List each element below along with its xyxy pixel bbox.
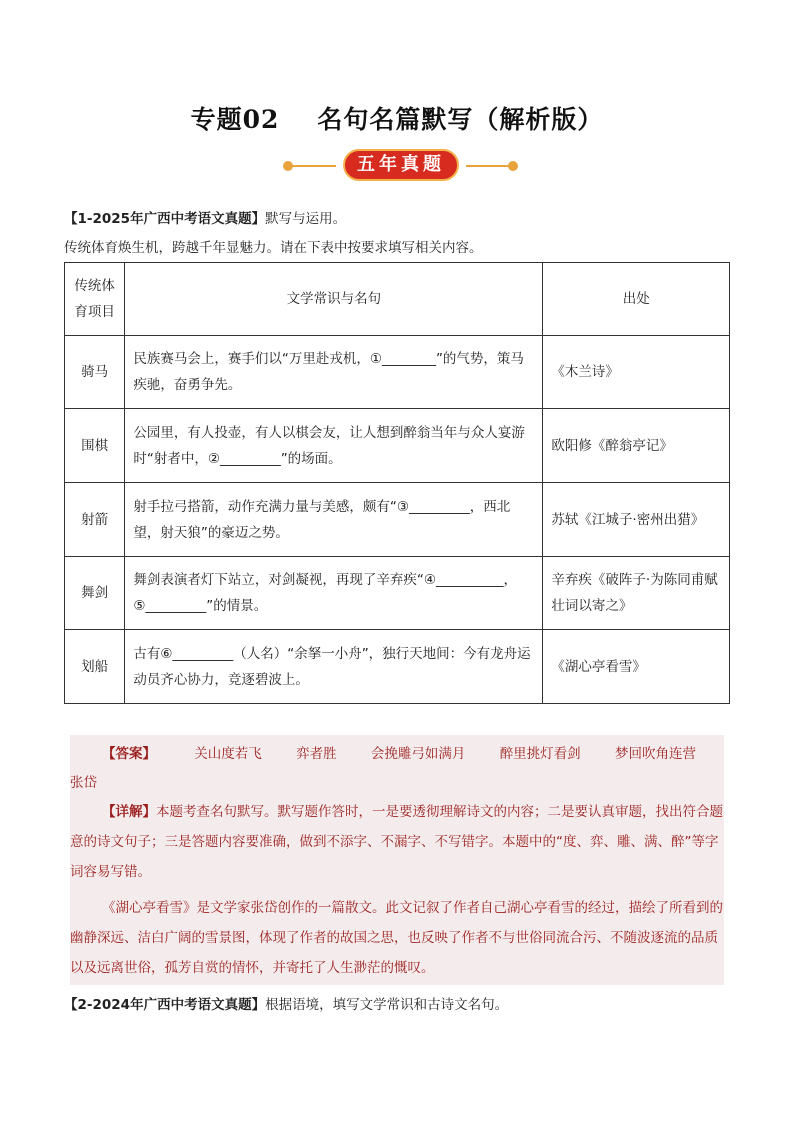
answer-item: 关山度若飞 (194, 746, 262, 762)
question2-heading (64, 993, 508, 1013)
cell-text: 舞剑表演者灯下站立，对剑凝视，再现了辛弃疾“④__________，⑤_________”的情景。 (125, 557, 543, 630)
cell-sport: 围棋 (65, 409, 125, 483)
banner-line-left (290, 165, 336, 167)
banner-dot-right (508, 161, 518, 171)
cell-sport: 骑马 (65, 336, 125, 409)
detail-paragraph-2: 《湖心亭看雪》是文学家张岱创作的一篇散文。此文记叙了作者自己湖心亭看雪的经过，描绘了所看到的幽静深远、洁白广阔的雪景图，体现了作者的故国之思，也反映了作者不与世俗同流合污、不随波逐流的品质以及远离世俗，孤芳自赏的情怀，并寄托了人生渺茫的慨叹。 (70, 900, 723, 976)
cell-text: 民族赛马会上，赛手们以“万里赴戎机，①________”的气势，策马疾驰，奋勇争先。 (125, 336, 543, 409)
cell-source: 《湖心亭看雪》 (543, 630, 730, 704)
answer-item: 弈者胜 (296, 746, 337, 762)
cell-text: 公园里，有人投壶，有人以棋会友，让人想到醉翁当年与众人宴游时“射者中，②_________”的场面。 (125, 409, 543, 483)
table-row (65, 409, 730, 483)
detail-paragraph-1 (70, 797, 724, 887)
title-part1: 专题02 (190, 105, 280, 134)
detail-text-1: 本题考查名句默写。默写题作答时，一是要透彻理解诗文的内容；二是要认真审题，找出符合题意的诗文句子；三是答题内容要准确，做到不添字、不漏字、不写错字。本题中的“度、弈、雕、满、醉”等字词容易写错。 (70, 804, 723, 880)
cell-source: 辛弃疾《破阵子·为陈同甫赋壮词以寄之》 (543, 557, 730, 630)
cell-source: 《木兰诗》 (543, 336, 730, 409)
banner-badge: 五年真题 (343, 149, 459, 181)
table-row (65, 336, 730, 409)
title-part2: 名句名篇默写（解析版） (317, 105, 604, 134)
table-row (65, 630, 730, 704)
header-sport: 传统体育项目 (65, 263, 125, 336)
question1-intro: 传统体育焕生机，跨越千年显魅力。请在下表中按要求填写相关内容。 (64, 240, 483, 256)
question1-tag: 【1-2025年广西中考语文真题】 (64, 211, 266, 227)
sports-table (64, 262, 730, 704)
answer-item: 醉里挑灯看剑 (499, 746, 581, 762)
header-source: 出处 (543, 263, 730, 336)
header-text: 文学常识与名句 (125, 263, 543, 336)
cell-sport: 划船 (65, 630, 125, 704)
cell-source: 苏轼《江城子·密州出猎》 (543, 483, 730, 557)
banner-dot-left (283, 161, 293, 171)
cell-sport: 舞剑 (65, 557, 125, 630)
cell-text: 射手拉弓搭箭，动作充满力量与美感，颇有“③_________，西北望，射天狼”的豪迈之势。 (125, 483, 543, 557)
cell-text: 古有⑥_________（人名）“余拏一小舟”，独行天地间：今有龙舟运动员齐心协力，竞逐碧波上。 (125, 630, 543, 704)
question2-prompt: 根据语境，填写文学常识和古诗文名句。 (265, 997, 509, 1013)
banner-line-right (466, 165, 512, 167)
table-row (65, 483, 730, 557)
cell-sport: 射箭 (65, 483, 125, 557)
answer-item: 会挽雕弓如满月 (370, 746, 466, 762)
answer-last-item: 张岱 (70, 775, 97, 791)
question1-prompt: 默写与运用。 (265, 211, 347, 227)
cell-source: 欧阳修《醉翁亭记》 (543, 409, 730, 483)
section-banner (0, 149, 794, 183)
page-title (0, 100, 794, 136)
table-header-row (65, 263, 730, 336)
answer-label: 【答案】 (102, 746, 156, 762)
table-row (65, 557, 730, 630)
question1-heading (64, 207, 346, 227)
question2-tag: 【2-2024年广西中考语文真题】 (64, 997, 266, 1013)
detail-label: 【详解】 (102, 804, 156, 820)
answer-line (102, 742, 696, 762)
answer-item: 梦回吹角连营 (614, 746, 696, 762)
